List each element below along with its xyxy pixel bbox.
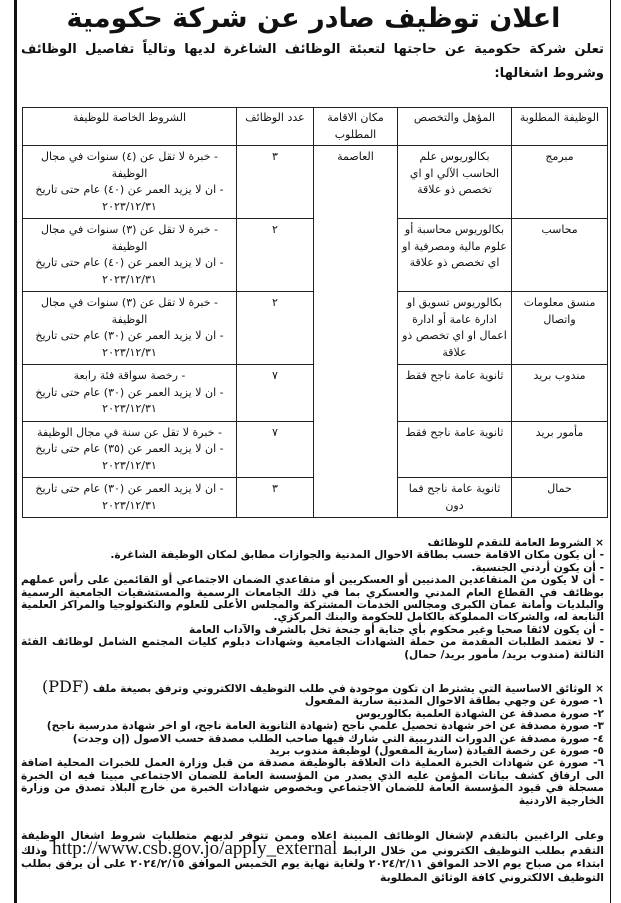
table-header-row xyxy=(23,108,608,146)
cell-job: محاسب xyxy=(512,219,608,292)
condition-line: - رخصة سواقة فئة رابعة xyxy=(73,369,186,382)
condition-line: - ان لا يزيد العمر عن (٣٠) عام حتى تاريخ ٢٠٢٣/١٢/٣١ xyxy=(35,385,224,415)
closing-paragraph xyxy=(21,829,604,884)
header-residence: مكان الاقامة المطلوب xyxy=(314,108,398,146)
ad-intro: تعلن شركة حكومية عن حاجتها لتعبئة الوظائف الشاغرة لديها وتالياً تفاصيل الوظائف وشروط اشغالها: xyxy=(21,42,604,81)
cell-conditions xyxy=(23,292,237,365)
general-conditions-heading: × الشروط العامة للتقدم للوظائف xyxy=(427,537,604,549)
ad-title: اعلان توظيف صادر عن شركة حكومية xyxy=(66,3,561,34)
condition-line: - ان لا يزيد العمر عن (٤٠) عام حتى تاريخ ٢٠٢٣/١٢/٣١ xyxy=(35,256,224,286)
document-item: ١- صورة عن وجهي بطاقة الاحوال المدنية سارية المفعول xyxy=(304,695,604,708)
general-condition-item: - أن يكون لائقا صحيا وغير محكوم بأي جناية أو جنحة تخل بالشرف والآداب العامة xyxy=(189,623,604,636)
cell-qualification: بكالوريوس محاسبة أو علوم مالية ومصرفية او اي تخصص ذو علاقة xyxy=(398,219,512,292)
general-condition-item: - أن يكون أردني الجنسية. xyxy=(471,561,604,574)
document-item: ٦- صورة عن شهادات الخبرة العملية ذات العلاقة بالوظيفة مصدقة من قبل وزارة العمل للخبرات المحلية اضافة الى ارفاق كشف بيانات المؤمن عليه الذي يصدر من المؤسسة العامة للضمان الاجتماعي مبينا فيه ان الخبرة مسجلة في قيود المؤسسة العامة للضمان الاجتماعي وبخصوص شهادات الخبرة من خارج البلاد تصدق من وزارة الخارجية الاردنية xyxy=(21,757,604,807)
cell-conditions xyxy=(23,219,237,292)
header-job: الوظيفة المطلوبة xyxy=(512,108,608,146)
document-item: ٥- صورة عن رخصة القيادة (سارية المفعول) لوظيفة مندوب بريد xyxy=(269,745,604,758)
cell-qualification: ثانوية عامة ناجح فقط xyxy=(398,365,512,422)
cell-conditions xyxy=(23,365,237,422)
cell-count: ٢ xyxy=(237,292,314,365)
general-condition-item: - لا تعتمد الطلبات المقدمة من حملة الشهادات الجامعية وشهادات دبلوم كليات المجتمع الشامل لوظائف الفئة الثالثة (مندوب بريد/ مأمور بريد/ حمال) xyxy=(21,636,604,661)
jobs-table xyxy=(22,107,608,518)
header-qualification: المؤهل والتخصص xyxy=(398,108,512,146)
document-item: ٣- صورة مصدقة عن اخر شهادة تحصيل علمي ناجح (شهادة الثانوية العامة ناجح، او اخر شهادة مدرسية ناجح) xyxy=(46,720,604,733)
cell-count: ٧ xyxy=(237,365,314,422)
cell-conditions xyxy=(23,478,237,518)
document-item: ٢- صورة مصدقة عن الشهادة العلمية بكالوريوس xyxy=(355,707,604,720)
condition-line: - ان لا يزيد العمر عن (٣٠) عام حتى تاريخ ٢٠٢٣/١٢/٣١ xyxy=(35,329,224,359)
cell-qualification: بكالوريوس علم الحاسب الآلي او اي تخصص ذو علاقة xyxy=(398,146,512,219)
closing-text-part2: وذلك ابتداء من صباح يوم الاحد الموافق ٢٠٢٤/٢/١١ ولغاية نهاية يوم الخميس الموافق ٢٠٢٤/٢/١٥ على أن يرفق بطلب التوظيف الالكتروني كافة الوثائق المطلوبة xyxy=(21,844,604,884)
condition-line: - خبرة لا تقل عن (٤) سنوات في مجال الوظيفة xyxy=(41,150,218,180)
cell-conditions xyxy=(23,421,237,478)
document-item: ٤- صورة مصدقة عن الدورات التدريبية التي شارك فيها صاحب الطلب مصدقة حسب الاصول (إن وجدت) xyxy=(72,732,604,745)
closing-text-part1: وعلى الراغبين بالتقدم لإشغال الوظائف المبينة اعلاه وممن تتوفر لديهم متطلبات شروط اشغال الوظيفة التقدم بطلب التوظيف الكتروني من خلال الرابط xyxy=(21,829,604,858)
cell-count: ٣ xyxy=(237,146,314,219)
general-condition-item: - أن يكون مكان الاقامة حسب بطاقة الاحوال المدنية والجوازات مطابق لمكان الوظيفة الشاغرة. xyxy=(110,549,604,562)
header-count: عدد الوظائف xyxy=(237,108,314,146)
required-documents xyxy=(21,677,604,807)
condition-line: - خبرة لا تقل عن سنة في مجال الوظيفة xyxy=(37,425,222,439)
cell-qualification: ثانوية عامة ناجح فقط xyxy=(398,421,512,478)
condition-line: - ان لا يزيد العمر عن (٣٠) عام حتى تاريخ ٢٠٢٣/١٢/٣١ xyxy=(35,482,224,512)
documents-heading-line xyxy=(21,677,604,696)
cell-job: مأمور بريد xyxy=(512,421,608,478)
header-conditions: الشروط الخاصة للوظيفة xyxy=(23,108,237,146)
application-link[interactable]: http://www.csb.gov.jo/apply_external xyxy=(52,838,338,860)
condition-line: - ان لا يزيد العمر عن (٣٥) عام حتى تاريخ ٢٠٢٣/١٢/٣١ xyxy=(35,442,224,472)
cell-count: ٢ xyxy=(237,219,314,292)
cell-job: مبرمج xyxy=(512,146,608,219)
documents-format: (PDF) xyxy=(41,677,90,696)
table-row xyxy=(23,146,608,219)
cell-count: ٧ xyxy=(237,421,314,478)
condition-line: - خبرة لا تقل عن (٣) سنوات في مجال الوظيفة xyxy=(41,296,218,326)
cell-count: ٣ xyxy=(237,478,314,518)
documents-heading: × الوثائق الاساسية التي يشترط ان تكون موجودة في طلب التوظيف الالكتروني وترفق بصيغة ملف xyxy=(92,683,604,695)
cell-job: مندوب بريد xyxy=(512,365,608,422)
general-condition-item: - أن لا يكون من المتقاعدين المدنيين أو العسكريين أو متقاعدي الضمان الاجتماعي أو القائمين على رأس عملهم بوظائف في القطاع العام المدني والعسكري بما في ذلك الجامعات الرسمية والمستشفيات الجامعية الرسمية والبلديات وأمانة عمان الكبرى ومجالس الخدمات المشتركة والمجلس الأعلى للعلوم والتكنولوجيا والمراكز العلمية التابعة له، والشركات المملوكة بالكامل للحكومة والبنك المركزي. xyxy=(21,574,604,624)
cell-residence: العاصمة xyxy=(314,146,398,518)
condition-line: - خبرة لا تقل عن (٣) سنوات في مجال الوظيفة xyxy=(41,223,218,253)
cell-qualification: ثانوية عامة ناجح فما دون xyxy=(398,478,512,518)
cell-job: منسق معلومات واتصال xyxy=(512,292,608,365)
cell-qualification: بكالوريوس تسويق او ادارة عامة أو ادارة اعمال او اي تخصص ذو علاقة xyxy=(398,292,512,365)
condition-line: - ان لا يزيد العمر عن (٤٠) عام حتى تاريخ ٢٠٢٣/١٢/٣١ xyxy=(35,183,224,213)
cell-job: حمال xyxy=(512,478,608,518)
cell-conditions xyxy=(23,146,237,219)
general-conditions xyxy=(21,537,604,661)
advertisement-frame xyxy=(14,0,611,903)
